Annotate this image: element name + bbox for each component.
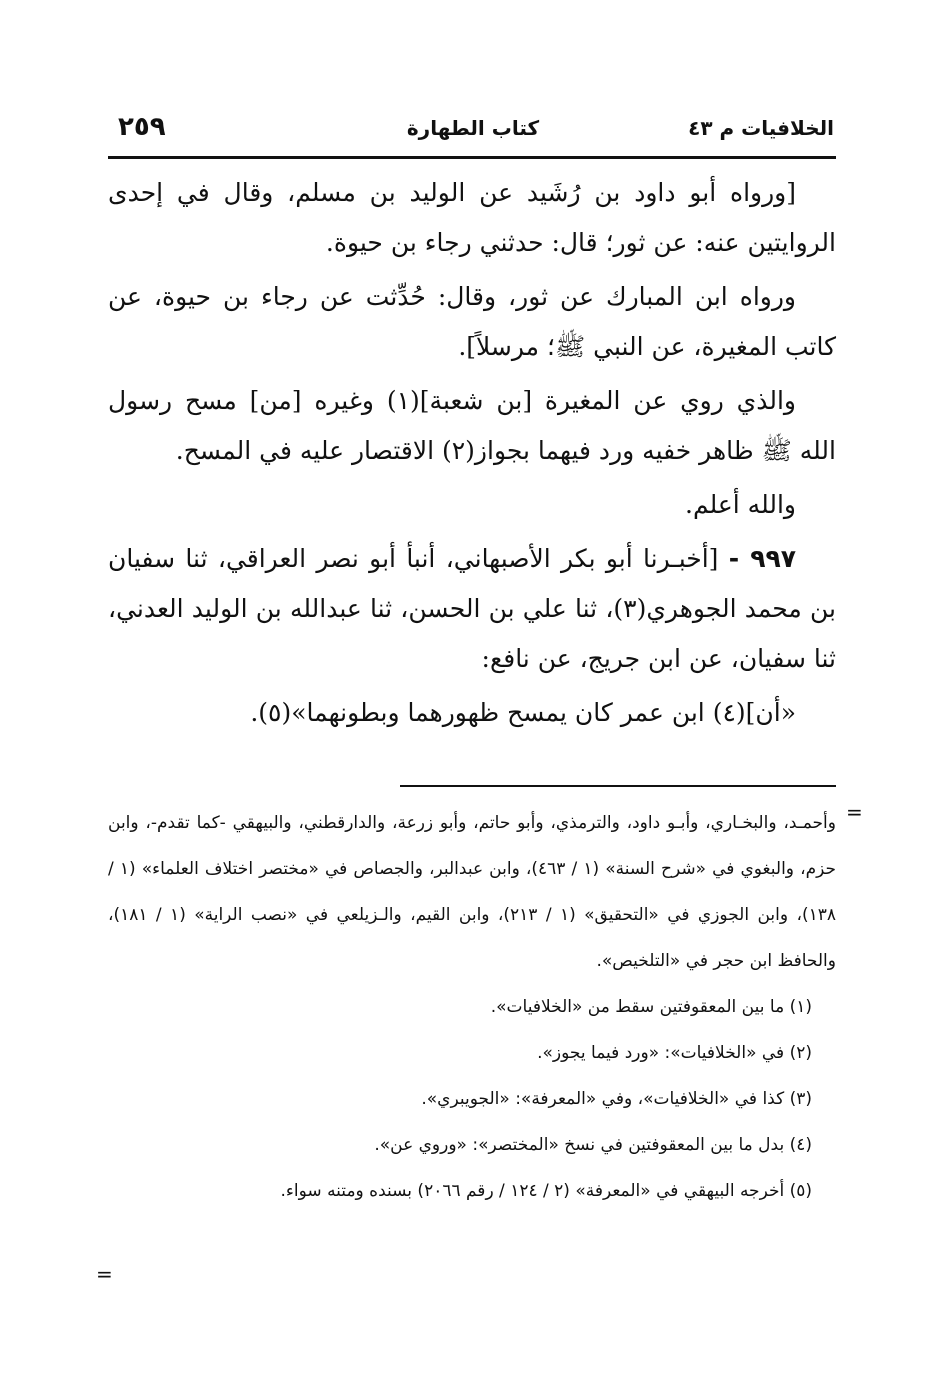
continuation-mark: =	[846, 800, 863, 824]
footnote-2: (٢) في «الخلافيات»: «ورد فيما يجوز».	[537, 1043, 812, 1063]
hadith-matn: «أن](٤) ابن عمر كان يمسح ظهورهما وبطونهما»(٥).	[250, 698, 796, 727]
hadith-number: ٩٩٧ -	[728, 544, 796, 573]
chapter-title: كتاب الطهارة	[406, 116, 540, 140]
page-header	[112, 110, 834, 154]
footnote-1: (١) ما بين المعقوفتين سقط من «الخلافيات».	[490, 997, 812, 1017]
footnote-3: (٣) كذا في «الخلافيات»، وفي «المعرفة»: «الجويبري».	[421, 1089, 812, 1109]
paragraph-3: والذي روي عن المغيرة [بن شعبة](١) وغيره [من] مسح رسول الله ﷺ ظاهر خفيه ورد فيهما بجواز(٢) الاقتصار عليه في المسح.	[108, 386, 836, 465]
running-head: الخلافيات م ٤٣	[688, 116, 834, 140]
footnote-continuation: وأحمـد، والبخـاري، وأبـو داود، والترمذي، وأبو حاتم، وأبو زرعة، والدارقطني، والبيهقي -كما تقدم-، وابن حزم، والبغوي في «شرح السنة» (١ / ٤٦٣)، وابن عبدالبر، والجصاص في «مختصر اختلاف العلماء» (١ / ١٣٨)، وابن الجوزي في «التحقيق» (١ / ٢١٣)، وابن القيم، والـزيلعي في «نصب الراية» (١ / ١٨١)، والحافظ ابن حجر في «التلخيص».	[108, 813, 836, 971]
footnote-4: (٤) بدل ما بين المعقوفتين في نسخ «المختصر»: «وروي عن».	[374, 1135, 812, 1155]
header-rule	[108, 156, 836, 159]
page-number: ٢٥٩	[118, 112, 166, 142]
paragraph-4: والله أعلم.	[685, 490, 796, 519]
paragraph-2: ورواه ابن المبارك عن ثور، وقال: حُدِّثت عن رجاء بن حيوة، عن كاتب المغيرة، عن النبي ﷺ؛ مرسلاً].	[108, 282, 836, 361]
hadith-isnad: [أخبـرنا أبو بكر الأصبهاني، أنبأ أبو نصر العراقي، ثنا سفيان بن محمد الجوهري(٣)، ثنا علي بن الحسن، ثنا عبدالله بن الوليد العدني، ثنا سفيان، عن ابن جريج، عن نافع:	[108, 544, 836, 673]
footnotes	[108, 800, 836, 1214]
footnote-5: (٥) أخرجه البيهقي في «المعرفة» (٢ / ١٢٤ / رقم ٢٠٦٦) بسنده ومتنه سواء.	[280, 1181, 812, 1201]
hadith-paragraph	[108, 534, 836, 684]
end-mark: =	[96, 1262, 113, 1286]
paragraph-1: [ورواه أبو داود بن رُشَيد عن الوليد بن مسلم، وقال في إحدى الروايتين عنه: عن ثور؛ قال: حدثني رجاء بن حيوة.	[108, 178, 836, 257]
main-text	[108, 168, 836, 742]
footnote-rule	[400, 785, 836, 787]
